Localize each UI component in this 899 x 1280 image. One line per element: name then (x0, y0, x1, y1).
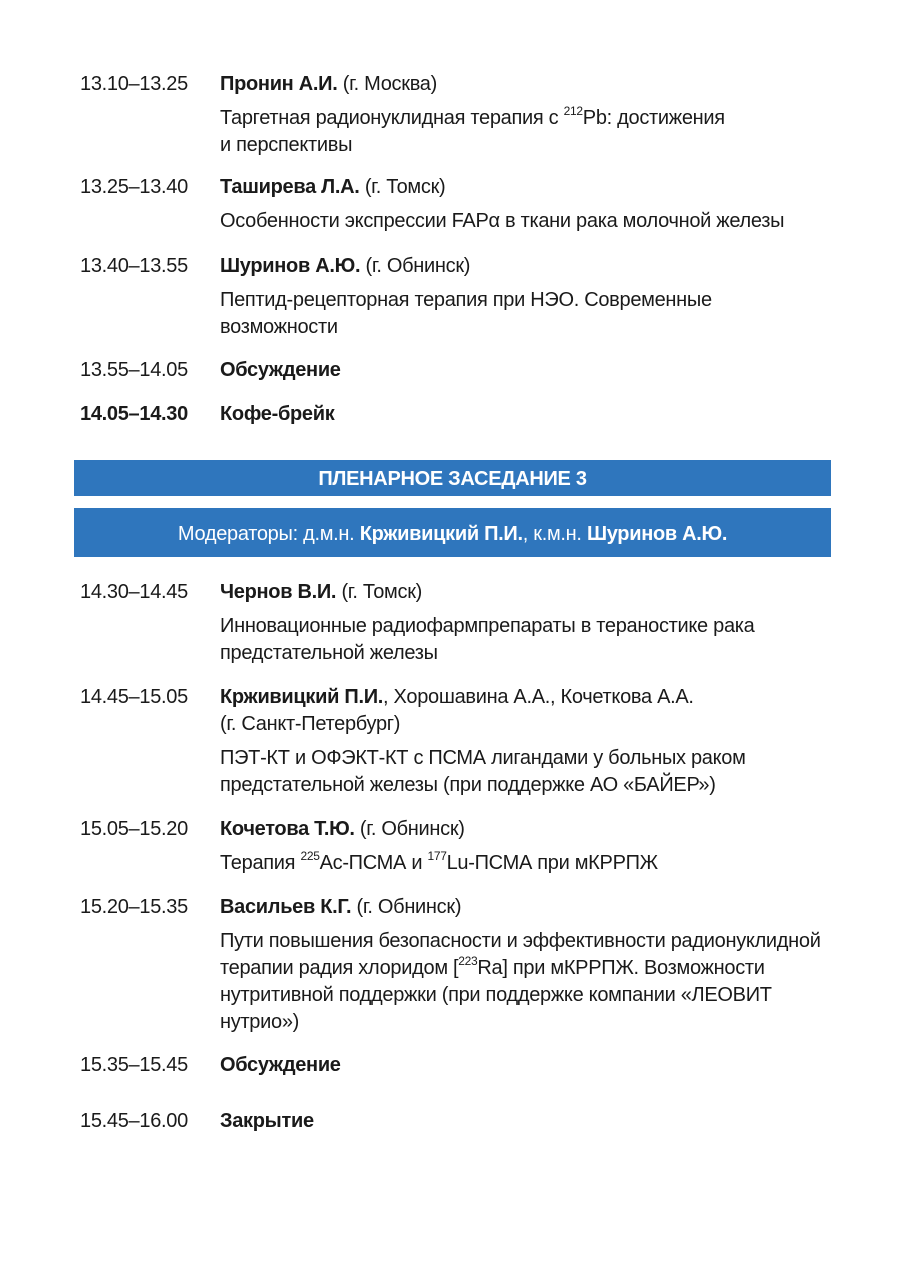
time-slot: 13.10–13.25 (80, 73, 188, 95)
time-slot: 14.30–14.45 (80, 581, 188, 603)
speaker-location: (г. Москва) (337, 73, 437, 95)
talk-title: Особенности экспрессии FAPα в ткани рака молочной железы (220, 210, 785, 232)
talk-title: Пути повышения безопасности и эффективности радионуклидной терапии радия хлоридом [$^{223}$Ra] при мКРРПЖ. Возможности нутритивной поддержки (при поддержке компании «ЛЕОВИТ нутрио») (220, 930, 821, 1033)
talk-content (220, 174, 845, 235)
talk-content (220, 71, 845, 159)
speaker-line (220, 816, 845, 843)
session-item-label: Обсуждение (220, 1054, 341, 1076)
time-slot: 14.45–15.05 (80, 686, 188, 708)
talk-content (220, 253, 845, 341)
time-slot: 15.20–15.35 (80, 896, 188, 918)
session-item-label: Кофе-брейк (220, 403, 335, 425)
isotope-mass: 177 (427, 849, 447, 864)
talk-content (220, 816, 845, 877)
moderators-banner: Модераторы: д.м.н. Крживицкий П.И., к.м.н. Шуринов А.Ю. (74, 508, 831, 557)
talk-content (220, 894, 845, 1036)
time-slot: 13.55–14.05 (80, 359, 188, 381)
talk-title: Таргетная радионуклидная терапия с $^{212}$Pb: достижения и перспективы (220, 104, 725, 156)
session-item-label: Обсуждение (220, 359, 341, 381)
time-slot: 15.35–15.45 (80, 1054, 188, 1076)
talk-title: Инновационные радиофармпрепараты в тераностике рака предстательной железы (220, 615, 755, 664)
speaker-line (220, 684, 845, 711)
speaker-name: Шуринов А.Ю. (220, 255, 361, 277)
speaker-name: Пронин А.И. (220, 73, 338, 95)
talk-title: Пептид-рецепторная терапия при НЭО. Современные возможности (220, 289, 712, 338)
time-slot: 13.40–13.55 (80, 255, 188, 277)
speaker-name: Чернов В.И. (220, 581, 337, 603)
speaker-location: (г. Томск) (336, 581, 423, 603)
coauthors: , Хорошавина А.А., Кочеткова А.А. (383, 686, 694, 708)
speaker-line (220, 174, 845, 201)
isotope-mass: 225 (300, 849, 320, 864)
moderator-name: Шуринов А.Ю. (586, 523, 728, 545)
talk-content (220, 684, 845, 799)
speaker-line (220, 253, 845, 280)
speaker-location: (г. Обнинск) (354, 818, 465, 840)
speaker-line (220, 579, 845, 606)
time-slot: 13.25–13.40 (80, 176, 188, 198)
moderator-name: Крживицкий П.И. (359, 523, 523, 545)
speaker-name: Кочетова Т.Ю. (220, 818, 355, 840)
speaker-location: (г. Обнинск) (360, 255, 471, 277)
speaker-name: Васильев К.Г. (220, 896, 352, 918)
speaker-location: (г. Томск) (359, 176, 446, 198)
speaker-location: (г. Обнинск) (351, 896, 462, 918)
talk-title: Терапия $^{225}$Ac-ПСМА и $^{177}$Lu-ПСМА при мКРРПЖ (220, 849, 658, 874)
isotope-mass: 223 (458, 954, 478, 969)
talk-title: ПЭТ-КТ и ОФЭКТ-КТ с ПСМА лигандами у больных раком предстательной железы (при поддержке АО «БАЙЕР») (220, 747, 746, 796)
talk-content (220, 579, 845, 667)
speaker-line (220, 71, 845, 98)
speaker-name: Крживицкий П.И. (220, 686, 384, 708)
speaker-line (220, 894, 845, 921)
session-item-label: Закрытие (220, 1110, 314, 1132)
session-title-banner: ПЛЕНАРНОЕ ЗАСЕДАНИЕ 3 (74, 460, 831, 496)
speaker-name: Таширева Л.А. (220, 176, 360, 198)
isotope-mass: 212 (563, 104, 583, 119)
time-slot: 14.05–14.30 (80, 403, 188, 425)
speaker-location: (г. Санкт-Петербург) (220, 713, 401, 735)
time-slot: 15.45–16.00 (80, 1110, 188, 1132)
time-slot: 15.05–15.20 (80, 818, 188, 840)
